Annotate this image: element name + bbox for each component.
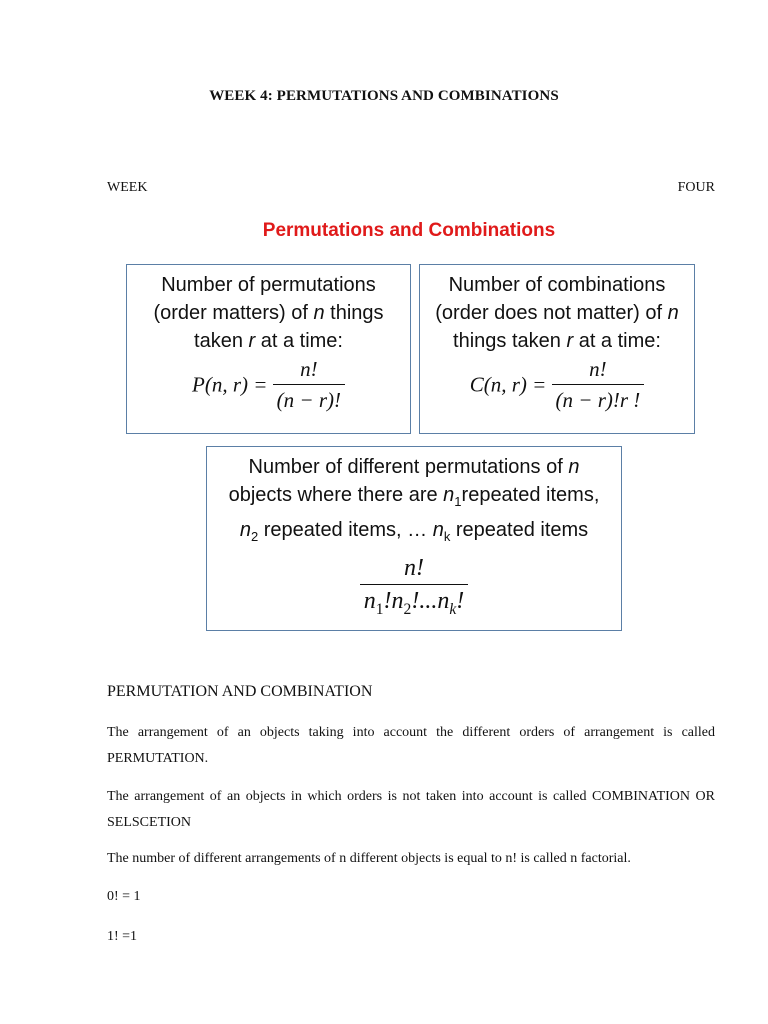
factorial-zero: 0! = 1 <box>107 889 141 904</box>
repeat-line-3: $n_2$ repeated items, … $n_k$ repeated items <box>239 519 589 544</box>
permutation-formula: P(n, r) = $\frac{n!}{(n - r)!}$ <box>127 357 410 413</box>
paragraph-combination: The arrangement of an objects in which orders is not taken into account is called COMBINATION OR SELSCETION <box>107 789 715 830</box>
repeat-line-1: Number of different permutations of n <box>248 456 580 478</box>
perm-line-3: taken r at a time: <box>194 330 343 352</box>
factorial-one: 1! =1 <box>107 929 138 944</box>
combination-formula: C(n, r) = $\frac{n!}{(n - r)!r !}$ <box>420 357 694 413</box>
permutations-box <box>126 264 411 434</box>
paragraph-permutation: The arrangement of an objects taking into account the different orders of arrangement is called PERMUTATION. <box>107 725 715 766</box>
comb-line-2: (order does not matter) of n <box>435 302 679 324</box>
comb-line-1: Number of combinations <box>448 274 666 296</box>
repeated-permutations-box <box>206 446 622 631</box>
week-label: WEEK <box>107 180 148 195</box>
paragraph-factorial: The number of different arrangements of n different objects is equal to n! is called n factorial. <box>107 851 631 866</box>
perm-line-2: (order matters) of n things <box>153 302 384 324</box>
section-heading: PERMUTATION AND COMBINATION <box>107 683 373 700</box>
repeated-permutation-formula: $\frac{n!}{n_1!n_2!...n_k!}$ <box>207 555 621 619</box>
comb-line-3: things taken r at a time: <box>453 330 661 352</box>
repeat-line-2: objects where there are $n_1repeated$ items, <box>228 484 600 509</box>
document-title: WEEK 4: PERMUTATIONS AND COMBINATIONS <box>209 88 559 104</box>
perm-line-1: Number of permutations <box>161 274 376 296</box>
week-number-label: FOUR <box>677 180 715 195</box>
figure-heading: Permutations and Combinations <box>262 220 556 241</box>
combinations-box <box>419 264 695 434</box>
